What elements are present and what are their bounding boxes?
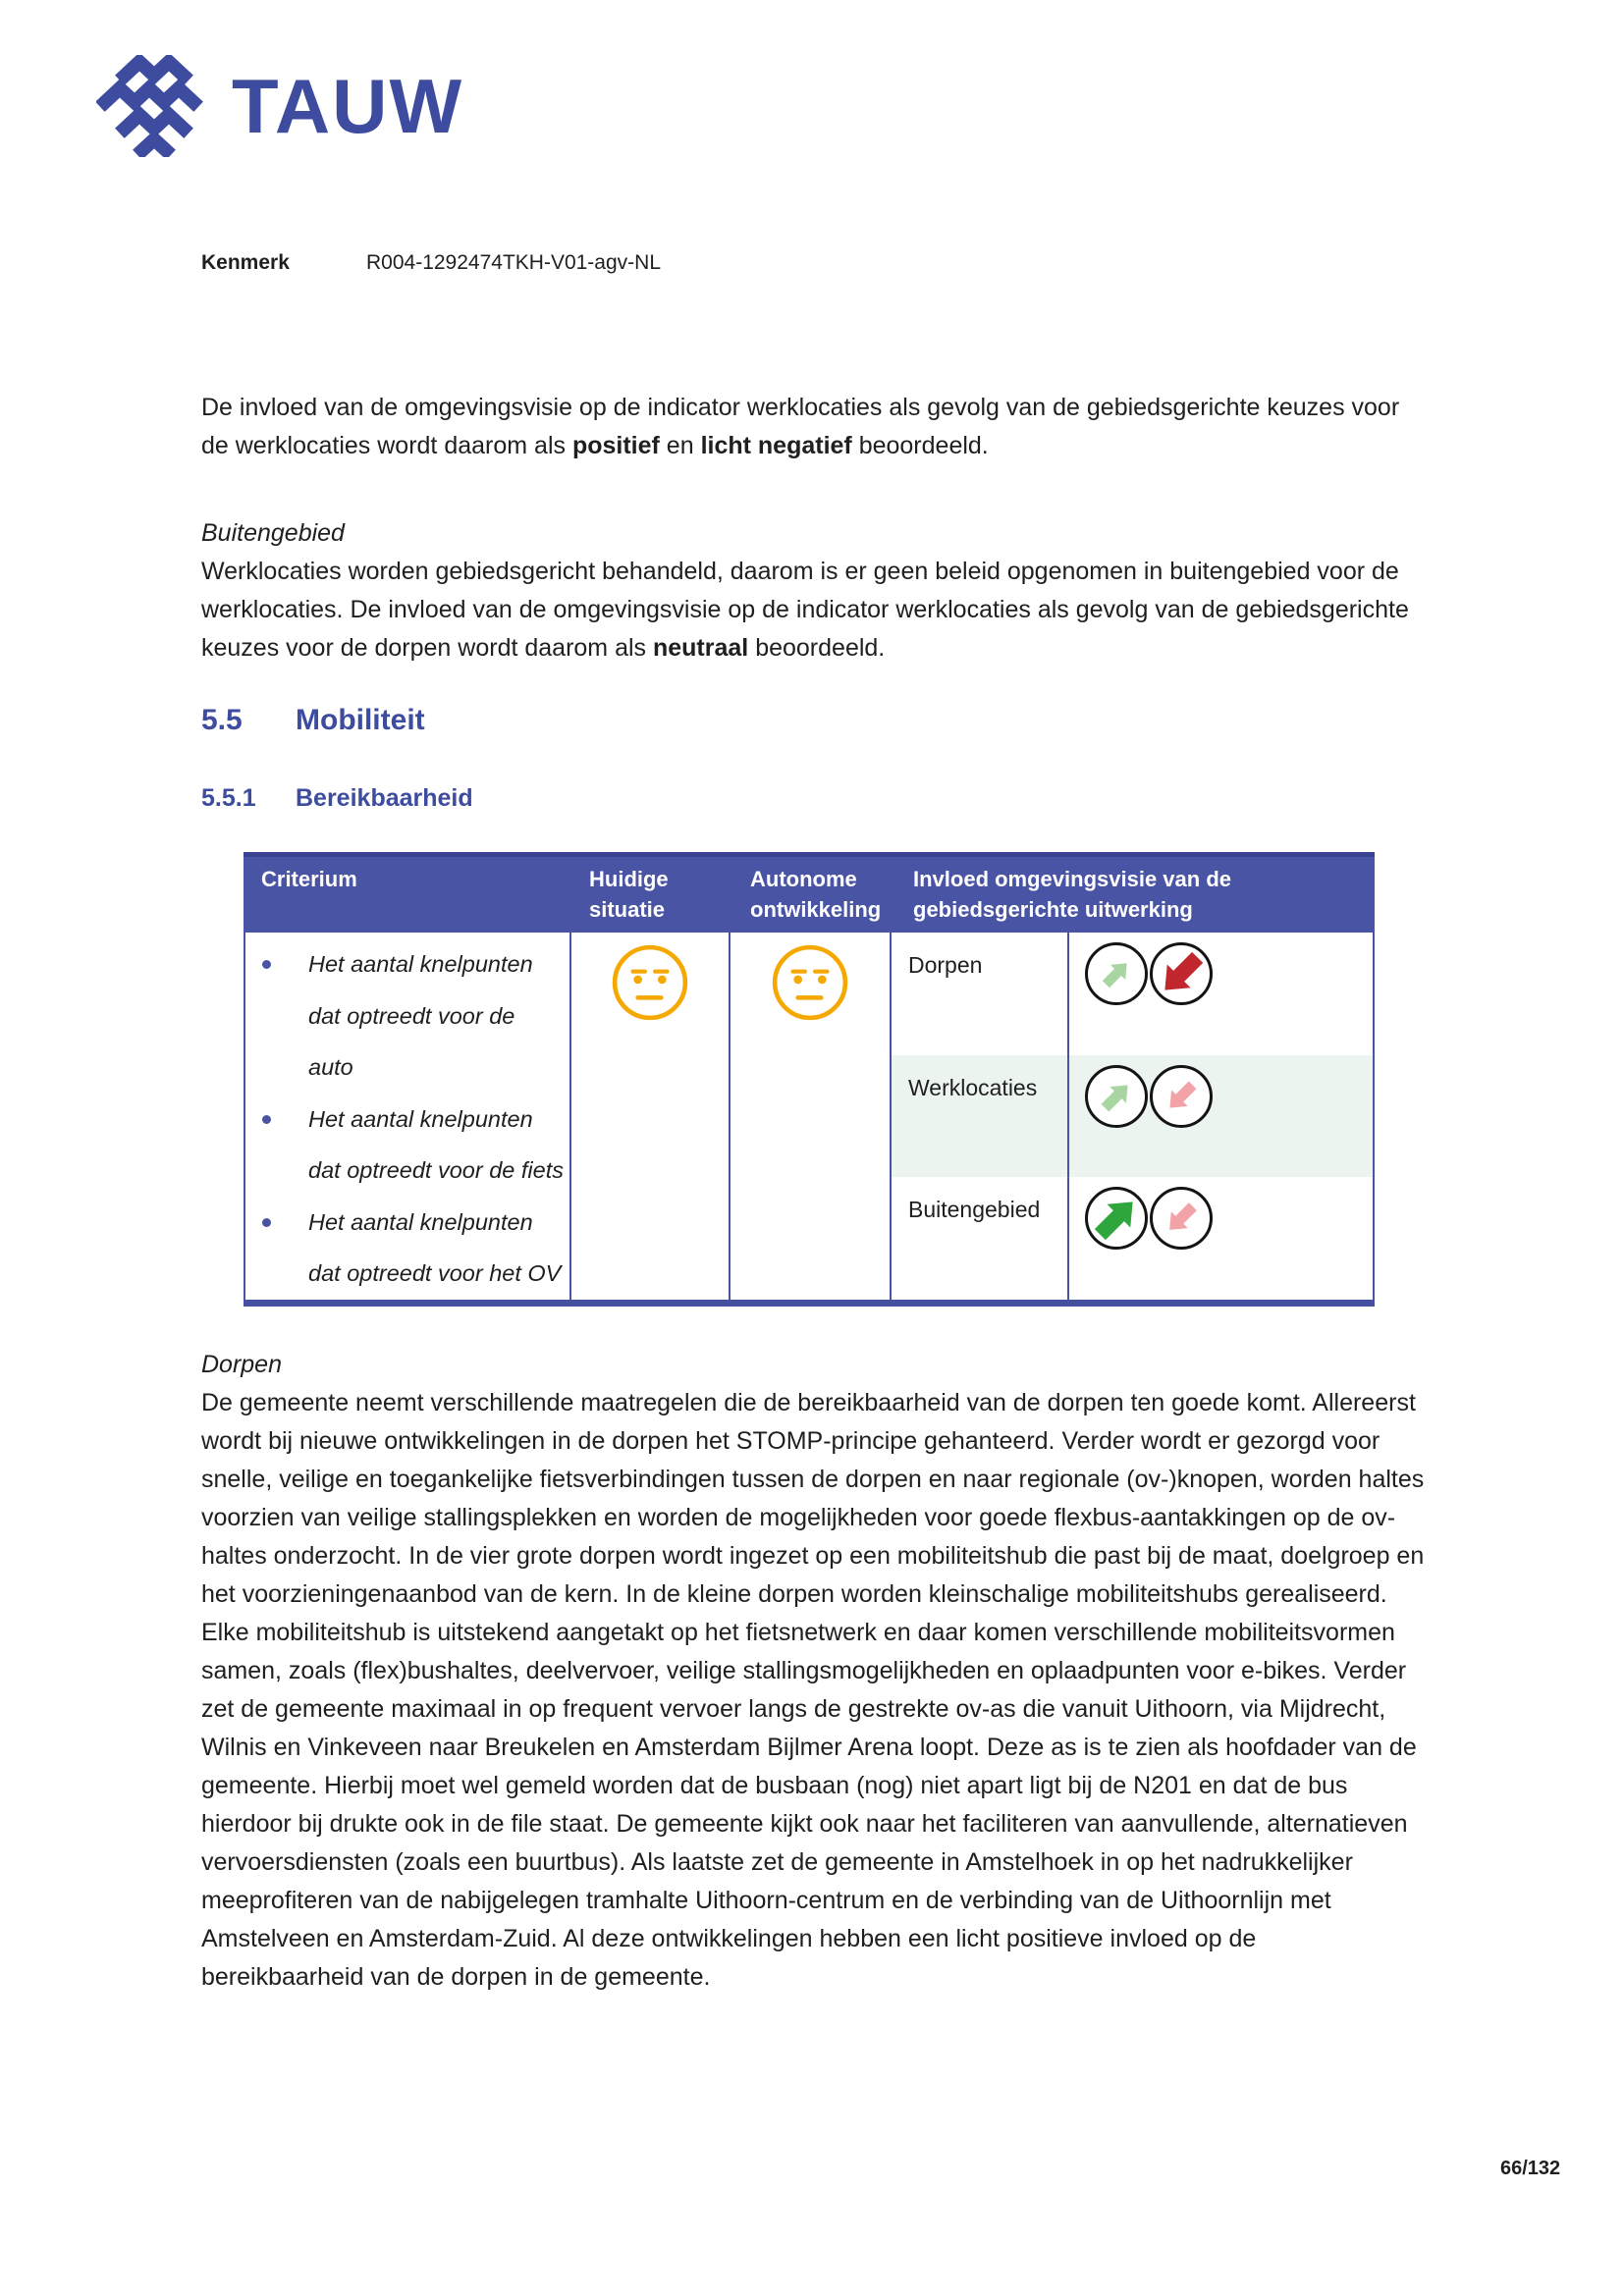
dorpen-section [201, 1346, 1425, 1997]
criteria-list [245, 938, 569, 1300]
header-invloed-text: Invloed omgevingsvisie van de gebiedsgerichte uitwerking [913, 867, 1231, 922]
table-header-row [244, 852, 1375, 933]
dorpen-heading: Dorpen [201, 1350, 282, 1378]
invloed-omgevingsvisie-cell [892, 933, 1373, 1300]
intro-paragraph [201, 389, 1425, 465]
list-item [245, 1094, 569, 1197]
list-item [245, 1197, 569, 1300]
row-label: Dorpen [892, 933, 1069, 1055]
tauw-waves-icon [96, 55, 212, 157]
arrow-indicators [1069, 933, 1373, 1055]
dorpen-paragraph: De gemeente neemt verschillende maatregelen die de bereikbaarheid van de dorpen ten goede komt. Allereerst wordt bij nieuwe ontwikkelingen in de dorpen het STOMP-principe gehanteerd. Verder wordt er gezorgd voor snelle, veilige en toegankelijke fietsverbindingen tussen de dorpen en naar regionale (ov-)knopen, worden haltes voorzien van veilige stallingsplekken en worden de mogelijkheden voor goede flexbus-aantakkingen op de ov-haltes onderzocht. In de vier grote dorpen wordt ingezet op een mobiliteitshub die past bij de maat, doelgroep en het voorzieningenaanbod van de kern. In de kleine dorpen worden kleinschalige mobiliteitshubs gerealiseerd. Elke mobiliteitshub is uitstekend aangetakt op het fietsnetwerk en daar komen verschillende mobiliteitsvormen samen, zoals (flex)bushaltes, deelvervoer, veilige stallingsmogelijkheden en oplaadpunten voor e-bikes. Verder zet de gemeente maximaal in op frequent vervoer langs de gestrekte ov-as die vanuit Uithoorn, via Mijdrecht, Wilnis en Vinkeveen naar Breukelen en Amsterdam Bijlmer Arena loopt. Deze as is te zien als hoofdader van de gemeente. Hierbij moet wel gemeld worden dat de busbaan (nog) niet apart ligt bij de N201 en dat de bus hierdoor bij drukte ook in de file staat. De gemeente kijkt ook naar het faciliteren van aanvullende, alternatieven vervoersdiensten (zoals een buurtbus). Als laatste zet de gemeente in Amstelhoek in op het nadrukkelijker meeprofiteren van de nabijgelegen tramhalte Uithoorn-centrum en de verbinding van de Uithoornlijn met Amstelveen en Amsterdam-Zuid. Al deze ontwikkelingen hebben een licht positieve invloed op de bereikbaarheid van de dorpen in de gemeente. [201, 1388, 1425, 1991]
header-invloed-omgevingsvisie [895, 864, 1375, 925]
criterium-text: Het aantal knelpunten dat optreedt voor het OV [308, 1208, 562, 1286]
arrow-down-dark-red-icon [1149, 941, 1214, 1006]
section-title: Mobiliteit [296, 704, 425, 736]
header-huidige-situatie: Huidige situatie [589, 867, 669, 922]
arrow-down-pink-icon [1149, 1064, 1214, 1129]
intro-text: De invloed van de omgevingsvisie op de indicator werklocaties als gevolg van de gebiedsgerichte keuzes voor de werklocaties wordt daarom als [201, 394, 1400, 459]
header-criterium: Criterium [261, 867, 357, 891]
buitengebied-section [201, 514, 1425, 667]
assessment-table [244, 852, 1375, 1307]
table-body [244, 933, 1375, 1300]
section-number: 5.5.1 [201, 784, 256, 812]
arrow-indicators [1069, 1177, 1373, 1300]
intro-bold-licht-negatief: licht negatief [700, 432, 852, 459]
table-row-werklocaties [892, 1055, 1373, 1178]
page-number: 66/132 [1500, 2158, 1561, 2179]
table-row-buitengebied [892, 1177, 1373, 1300]
page-content [201, 389, 1425, 1997]
autonome-ontwikkeling-cell [731, 933, 892, 1300]
header-autonome-ontwikkeling: Autonome ontwikkeling [750, 867, 882, 922]
kenmerk-value: R004-1292474TKH-V01-agv-NL [366, 251, 661, 274]
neutral-face-icon [610, 942, 690, 1023]
intro-text: en [659, 432, 701, 459]
arrow-up-light-green-icon [1084, 1064, 1149, 1129]
arrow-up-light-green-icon [1084, 941, 1149, 1006]
bullet-icon [262, 1218, 271, 1227]
buitengebied-bold-neutraal: neutraal [652, 634, 749, 662]
section-heading-5-5 [201, 703, 1425, 738]
buitengebied-text: beoordeeld. [748, 634, 886, 662]
criteria-cell [245, 933, 571, 1300]
buitengebied-paragraph [201, 553, 1425, 667]
row-label: Werklocaties [892, 1055, 1069, 1178]
tauw-logo [96, 55, 463, 157]
arrow-down-pink-icon [1149, 1186, 1214, 1251]
neutral-face-icon [770, 942, 850, 1023]
intro-text: beoordeeld. [851, 432, 989, 459]
criterium-text: Het aantal knelpunten dat optreedt voor de auto [308, 951, 533, 1080]
intro-bold-positief: positief [571, 432, 660, 459]
arrow-indicators [1069, 1055, 1373, 1178]
buitengebied-heading: Buitengebied [201, 519, 345, 547]
table-row-dorpen [892, 933, 1373, 1055]
huidige-situatie-cell [571, 933, 731, 1300]
section-number: 5.5 [201, 704, 243, 736]
section-heading-5-5-1 [201, 783, 1425, 813]
section-title: Bereikbaarheid [296, 784, 473, 812]
bullet-icon [262, 1115, 271, 1124]
logo-wordmark: TAUW [232, 63, 464, 149]
kenmerk-label: Kenmerk [201, 251, 290, 274]
bullet-icon [262, 960, 271, 969]
document-reference [201, 251, 661, 275]
list-item [245, 938, 569, 1094]
row-label: Buitengebied [892, 1177, 1069, 1300]
arrow-up-green-icon [1084, 1186, 1149, 1251]
buitengebied-text: Werklocaties worden gebiedsgericht behandeld, daarom is er geen beleid opgenomen in buitengebied voor de werklocaties. De invloed van de omgevingsvisie op de indicator werklocaties als gevolg van de gebiedsgerichte keuzes voor de dorpen wordt daarom als [201, 558, 1409, 662]
criterium-text: Het aantal knelpunten dat optreedt voor de fiets [308, 1105, 564, 1183]
